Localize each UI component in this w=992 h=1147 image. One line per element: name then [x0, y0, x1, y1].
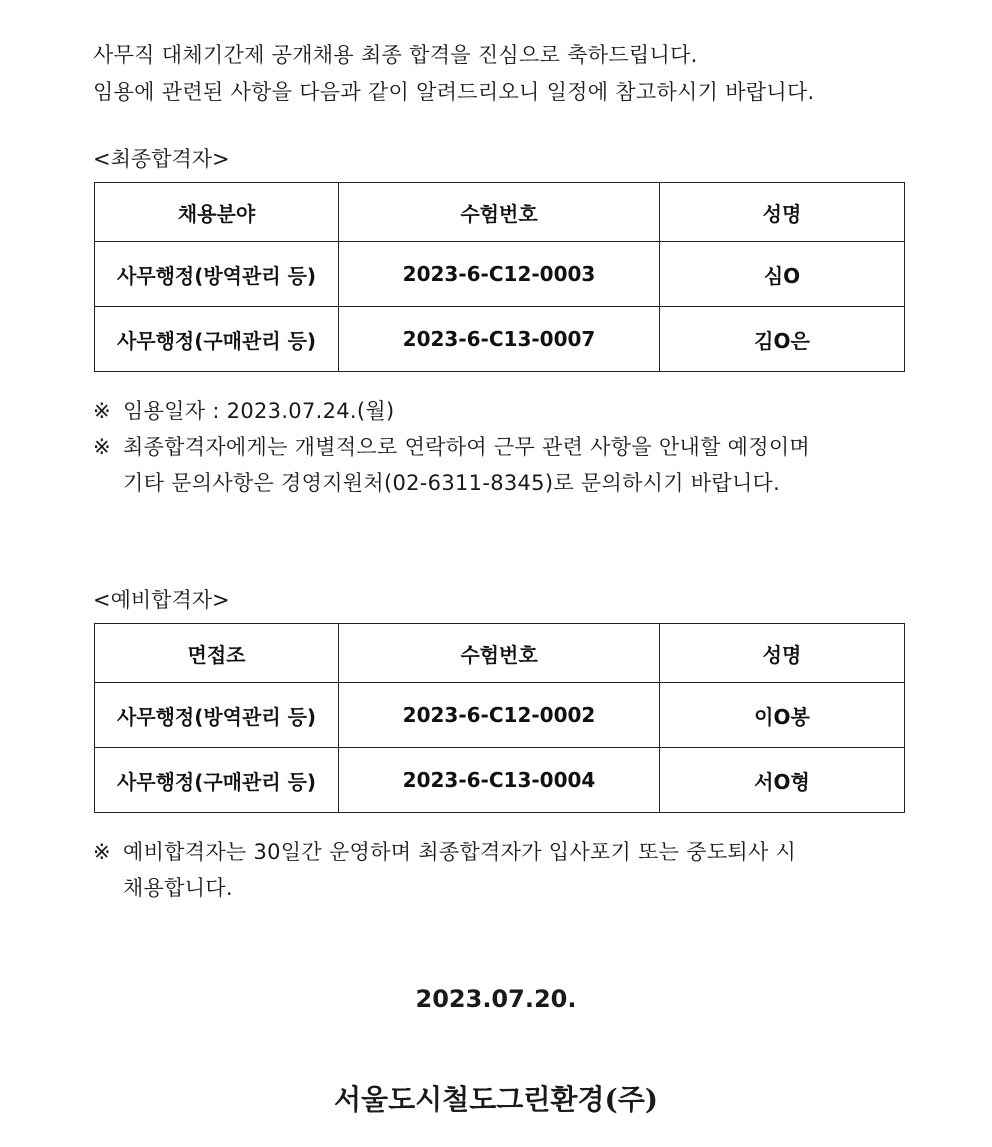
- organization-name: 서울도시철도그린환경(주): [333, 1083, 659, 1116]
- contact-note-line-1: [93, 429, 810, 465]
- header-name: 성명: [660, 624, 905, 683]
- cell-field: 사무행정(구매관리 등): [95, 748, 339, 813]
- header-name: 성명: [660, 183, 905, 242]
- cell-field: 사무행정(방역관리 등): [95, 683, 339, 748]
- note-text: 채용합니다.: [123, 876, 233, 900]
- cell-exam-number: 2023-6-C13-0007: [339, 307, 660, 372]
- final-section-title: <최종합격자>: [93, 147, 230, 171]
- header-field: 채용분야: [95, 183, 339, 242]
- appointment-date-note: [93, 393, 394, 429]
- cell-exam-number: 2023-6-C12-0003: [339, 242, 660, 307]
- table-row: [95, 242, 905, 307]
- reserve-note-line-1: [93, 834, 796, 870]
- reference-mark-icon: ※: [93, 435, 111, 459]
- cell-field: 사무행정(구매관리 등): [95, 307, 339, 372]
- table-row: [95, 748, 905, 813]
- reference-mark-icon: ※: [93, 840, 111, 864]
- table-header-row: [95, 624, 905, 683]
- note-text: 임용일자 : 2023.07.24.(월): [123, 399, 395, 423]
- contact-note-line-2: [93, 465, 780, 501]
- intro-line-2: 임용에 관련된 사항을 다음과 같이 알려드리오니 일정에 참고하시기 바랍니다.: [93, 80, 815, 104]
- table-row: [95, 307, 905, 372]
- note-text: 기타 문의사항은 경영지원처(02-6311-8345)로 문의하시기 바랍니다.: [123, 471, 781, 495]
- cell-name: 이O봉: [660, 683, 905, 748]
- reference-mark-icon: ※: [93, 399, 111, 423]
- cell-name: 심O: [660, 242, 905, 307]
- reserve-section-title: <예비합격자>: [93, 588, 230, 612]
- cell-exam-number: 2023-6-C12-0002: [339, 683, 660, 748]
- note-text: 최종합격자에게는 개별적으로 연락하여 근무 관련 사항을 안내할 예정이며: [123, 435, 810, 459]
- announcement-date: 2023.07.20.: [415, 985, 577, 1013]
- note-text: 예비합격자는 30일간 운영하며 최종합격자가 입사포기 또는 중도퇴사 시: [123, 840, 797, 864]
- cell-name: 서O형: [660, 748, 905, 813]
- table-header-row: [95, 183, 905, 242]
- header-interview-group: 면접조: [95, 624, 339, 683]
- header-exam-number: 수험번호: [339, 624, 660, 683]
- cell-exam-number: 2023-6-C13-0004: [339, 748, 660, 813]
- intro-line-1: 사무직 대체기간제 공개채용 최종 합격을 진심으로 축하드립니다.: [93, 43, 698, 67]
- reserve-table: [94, 623, 905, 813]
- cell-field: 사무행정(방역관리 등): [95, 242, 339, 307]
- final-table: [94, 182, 905, 372]
- reserve-note-line-2: [93, 870, 233, 906]
- header-exam-number: 수험번호: [339, 183, 660, 242]
- cell-name: 김O은: [660, 307, 905, 372]
- table-row: [95, 683, 905, 748]
